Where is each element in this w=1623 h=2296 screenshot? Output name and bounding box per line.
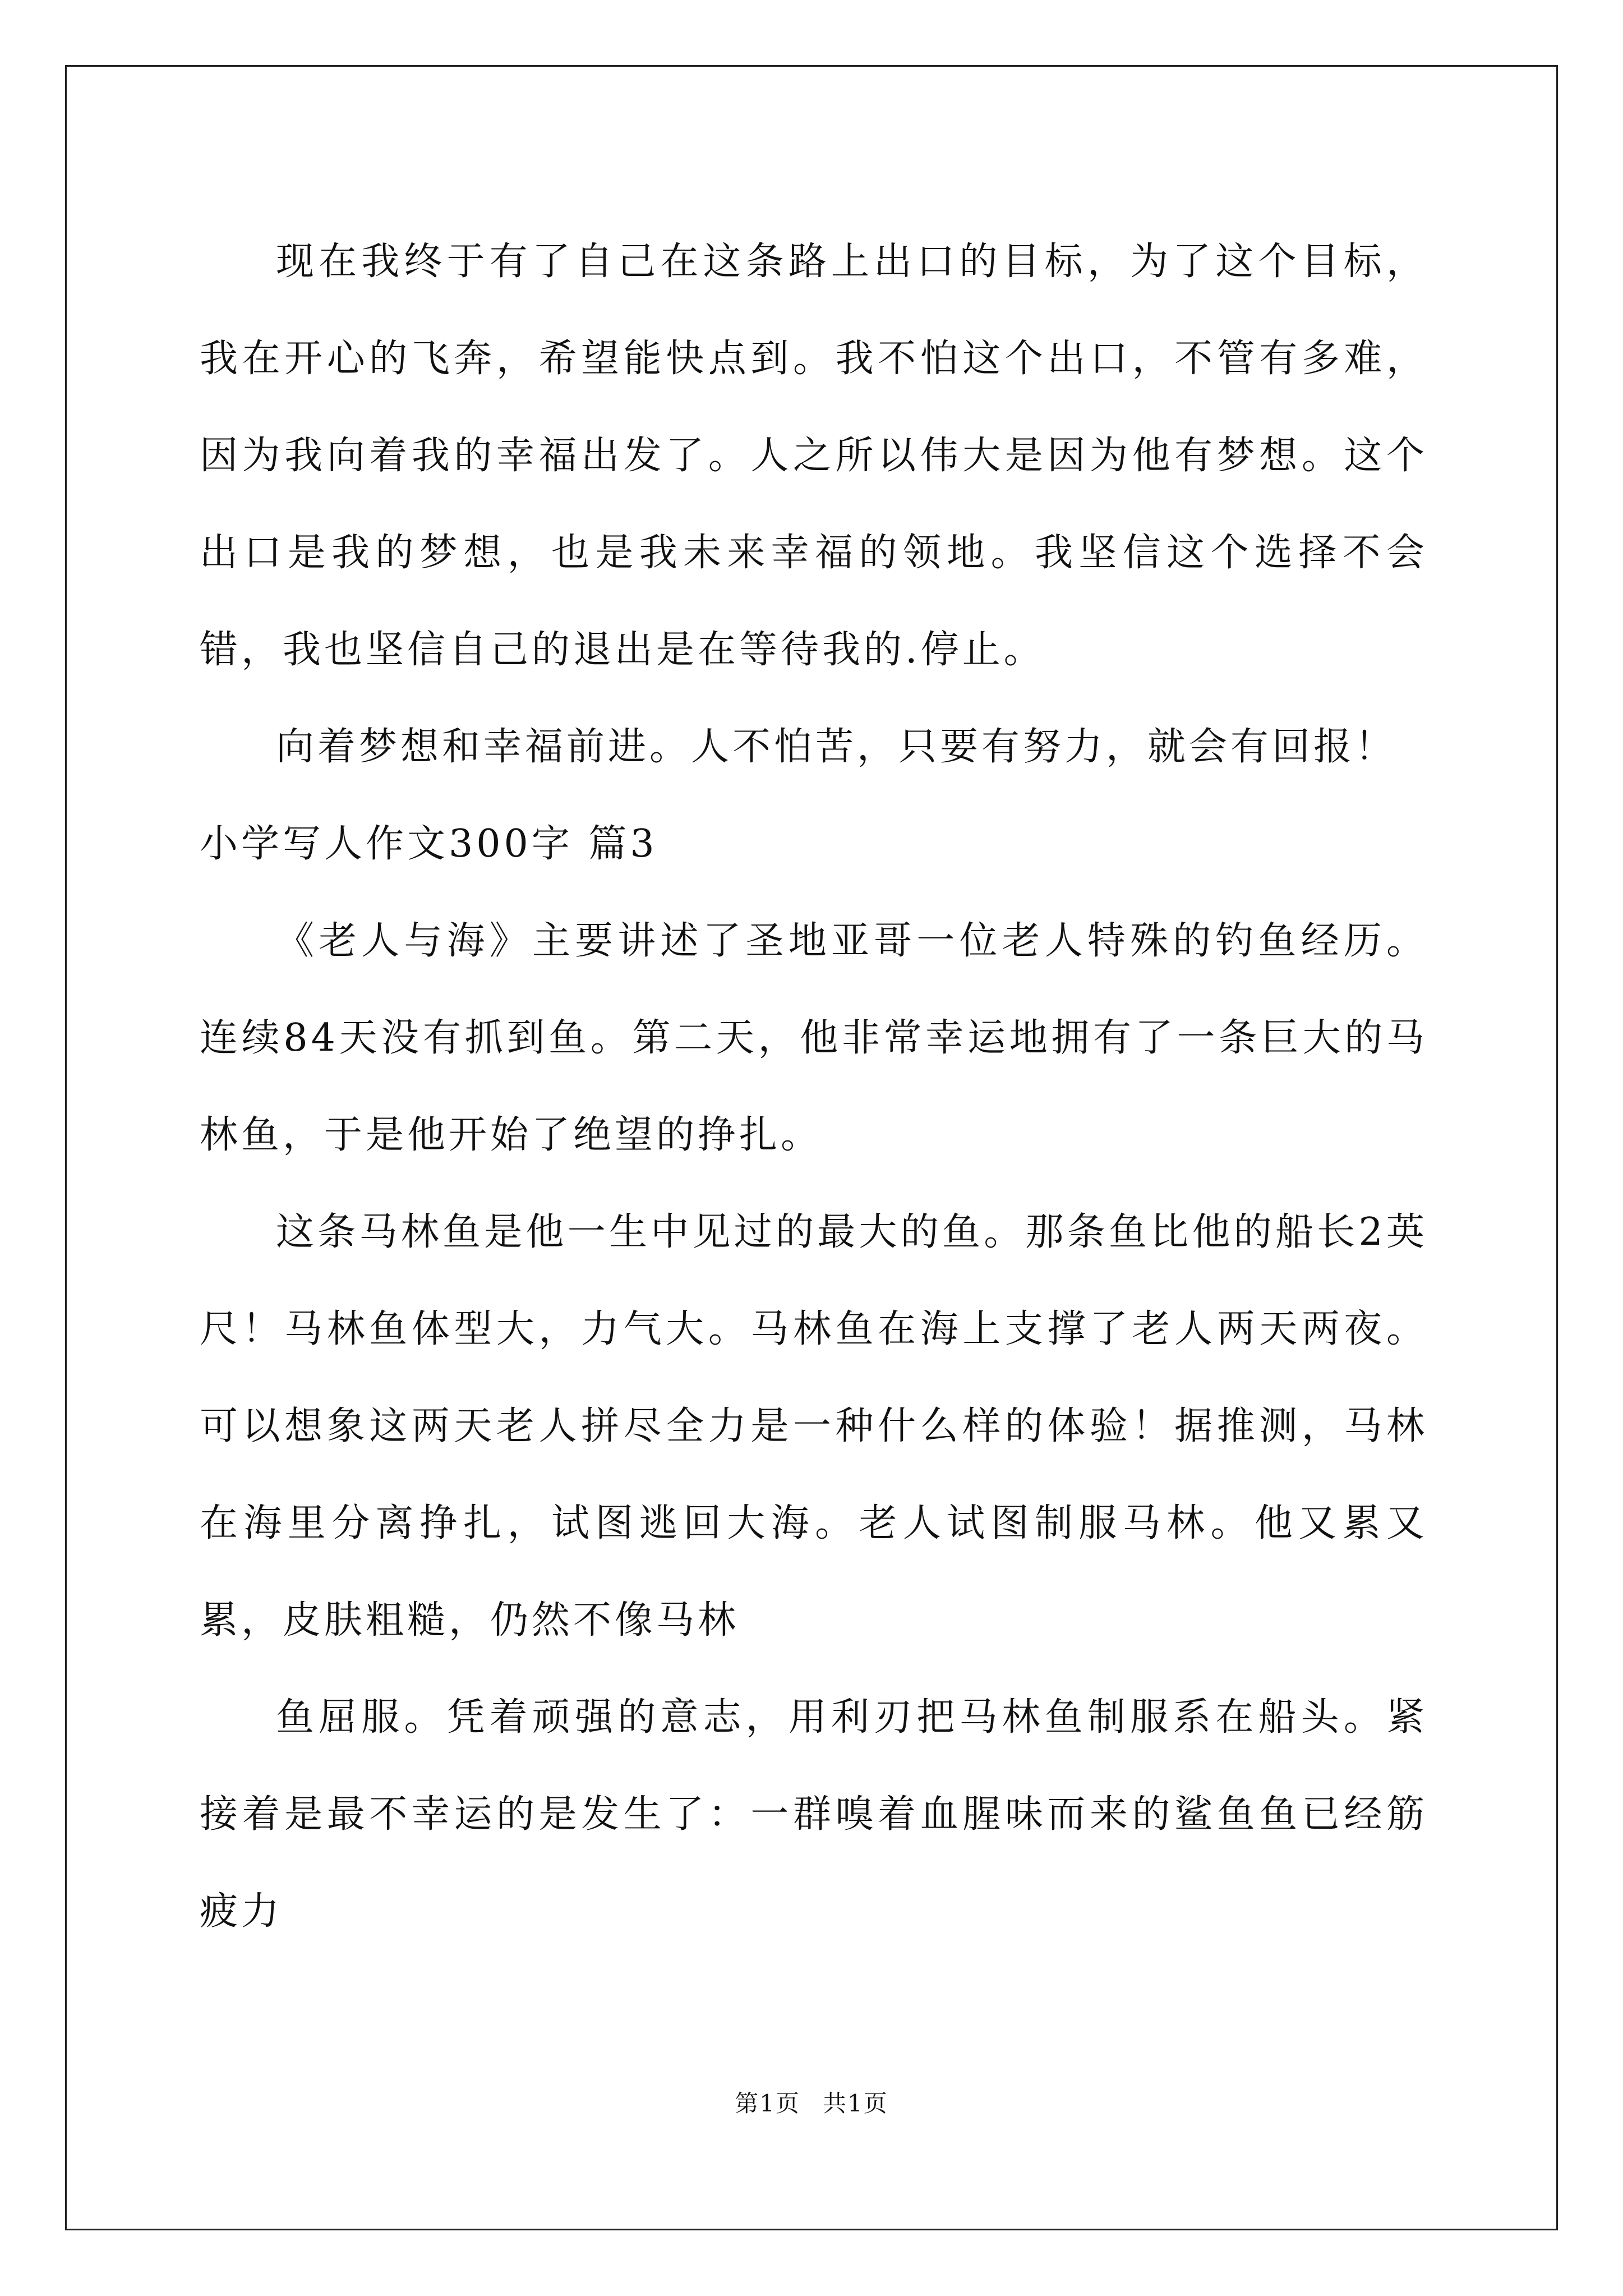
page-footer [0, 2087, 1623, 2120]
paragraph: 这条马林鱼是他一生中见过的最大的鱼。那条鱼比他的船长2英尺！马林鱼体型大，力气大。马林鱼在海上支撑了老人两天两夜。可以想象这两天老人拼尽全力是一种什么样的体验！据推测，马林在海里分离挣扎，试图逃回大海。老人试图制服马林。他又累又累，皮肤粗糙，仍然不像马林 [200, 1210, 1428, 1642]
paragraph: 向着梦想和幸福前进。人不怕苦，只要有努力，就会有回报！ [276, 725, 1397, 769]
section-heading: 小学写人作文300字 篇3 [200, 822, 658, 866]
document-body [200, 213, 1428, 1960]
page-number: 第1页 [735, 2090, 800, 2117]
paragraph: 《老人与海》主要讲述了圣地亚哥一位老人特殊的钓鱼经历。连续84天没有抓到鱼。第二天，他非常幸运地拥有了一条巨大的马林鱼，于是他开始了绝望的挣扎。 [200, 919, 1428, 1157]
paragraph: 现在我终于有了自己在这条路上出口的目标，为了这个目标，我在开心的飞奔，希望能快点到。我不怕这个出口，不管有多难，因为我向着我的幸福出发了。人之所以伟大是因为他有梦想。这个出口是我的梦想，也是我未来幸福的领地。我坚信这个选择不会错，我也坚信自己的退出是在等待我的.停止。 [200, 240, 1428, 672]
paragraph: 鱼屈服。凭着顽强的意志，用利刃把马林鱼制服系在船头。紧接着是最不幸运的是发生了：一群嗅着血腥味而来的鲨鱼鱼已经筋疲力 [200, 1695, 1428, 1934]
page-total: 共1页 [823, 2090, 888, 2117]
